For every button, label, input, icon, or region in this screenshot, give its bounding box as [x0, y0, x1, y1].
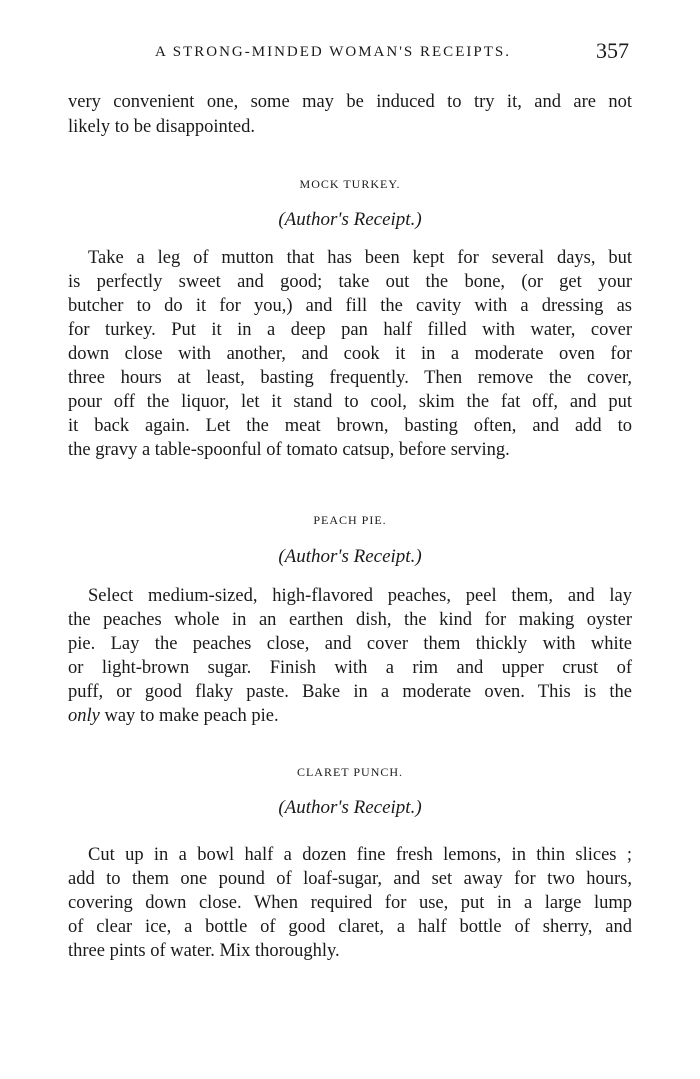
recipe-text-line: pour off the liquor, let it stand to cool, skim the fat off, and put [68, 392, 632, 412]
emphasis-text: only [68, 706, 100, 726]
page-number: 357 [596, 38, 629, 63]
recipe-text-line: it back again. Let the meat brown, basting often, and add to [68, 416, 632, 436]
recipe-title: MOCK TURKEY. [299, 177, 401, 191]
recipe-text-line: covering down close. When required for use, put in a large lump [68, 893, 632, 913]
recipe-text-line: add to them one pound of loaf-sugar, and set away for two hours, [68, 869, 632, 889]
recipe-text-line [68, 704, 632, 728]
recipe-text-line: down close with another, and cook it in a moderate oven for [68, 344, 632, 364]
recipe-title: CLARET PUNCH. [296, 765, 404, 779]
running-head: A STRONG-MINDED WOMAN'S RECEIPTS. [155, 44, 511, 60]
recipe-text-line: Cut up in a bowl half a dozen fine fresh lemons, in thin slices ; [88, 845, 632, 865]
recipe-attribution: (Author's Receipt.) [278, 797, 422, 818]
recipe-text-fragment: way to make peach pie. [99, 706, 279, 726]
recipe-text-line: three hours at least, basting frequently. Then remove the cover, [68, 368, 632, 388]
recipe-text-line: three pints of water. Mix thoroughly. [68, 941, 340, 961]
recipe-text-line: the peaches whole in an earthen dish, the kind for making oyster [68, 610, 632, 630]
recipe-text-line: butcher to do it for you,) and fill the cavity with a dressing as [68, 296, 632, 316]
recipe-attribution: (Author's Receipt.) [278, 546, 422, 567]
recipe-attribution: (Author's Receipt.) [278, 209, 422, 230]
recipe-text-line: Select medium-sized, high-flavored peaches, peel them, and lay [88, 586, 632, 606]
recipe-text-line: pie. Lay the peaches close, and cover them thickly with white [68, 634, 632, 654]
recipe-text-line: is perfectly sweet and good; take out the bone, (or get your [68, 272, 632, 292]
recipe-text-line: of clear ice, a bottle of good claret, a half bottle of sherry, and [68, 917, 632, 937]
recipe-text-line: Take a leg of mutton that has been kept for several days, but [88, 248, 632, 268]
recipe-text-line: puff, or good flaky paste. Bake in a moderate oven. This is the [68, 682, 632, 702]
recipe-title: PEACH PIE. [313, 513, 387, 527]
recipe-text-line: for turkey. Put it in a deep pan half filled with water, cover [68, 320, 632, 340]
recipe-text-line: or light-brown sugar. Finish with a rim and upper crust of [68, 658, 632, 678]
recipe-text-line: the gravy a table-spoonful of tomato catsup, before serving. [68, 440, 510, 460]
continuation-line: very convenient one, some may be induced to try it, and are not [68, 92, 632, 112]
continuation-line: likely to be disappointed. [68, 117, 256, 137]
